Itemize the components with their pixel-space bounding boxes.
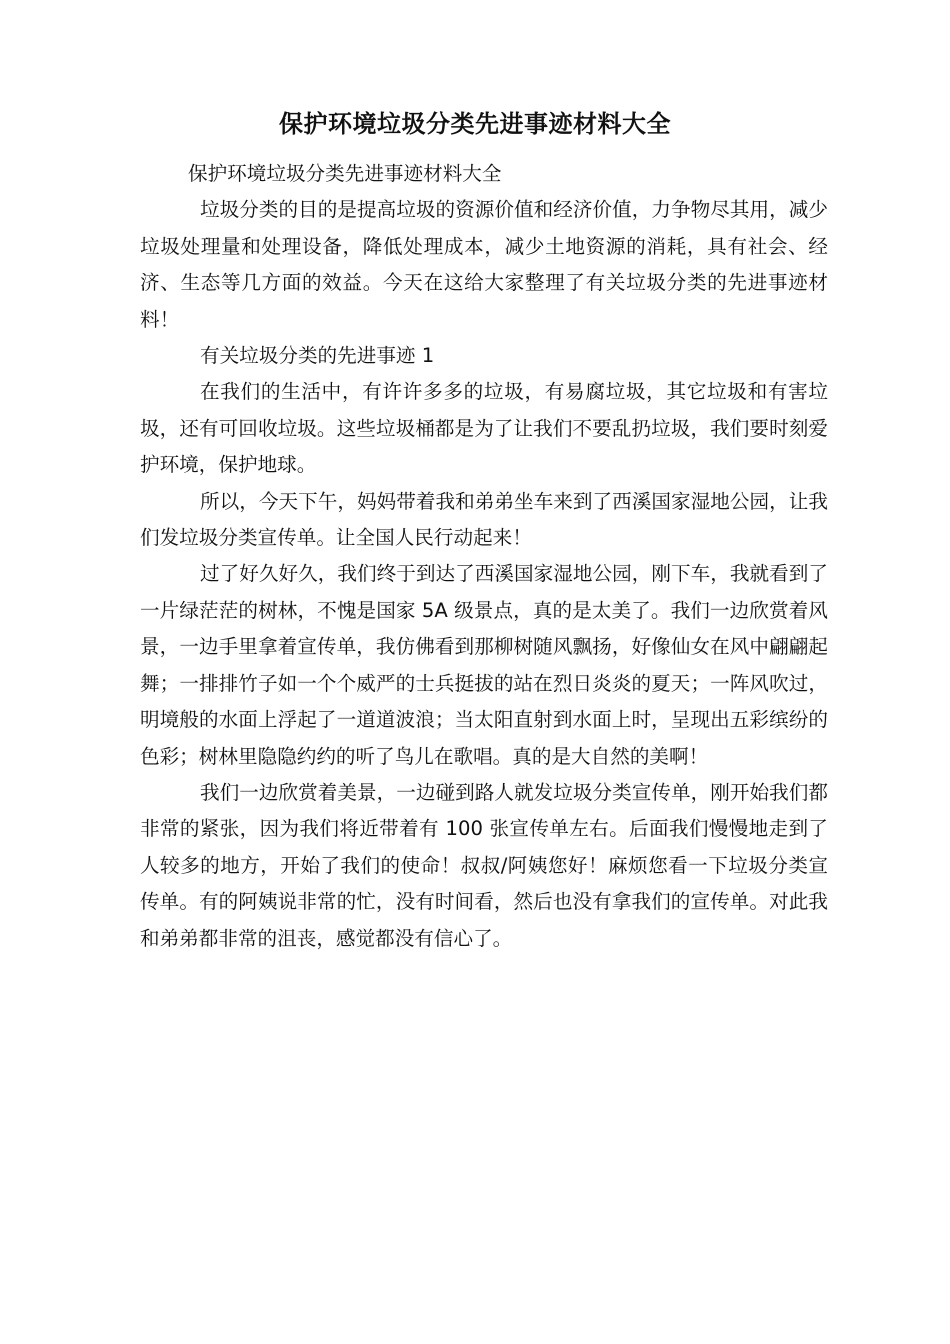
paragraph-intro: 垃圾分类的目的是提高垃圾的资源价值和经济价值，力争物尽其用，减少垃圾处理量和处理设备，降低处理成本，减少土地资源的消耗，具有社会、经济、生态等几方面的效益。今天在这给大家整理了有关垃圾分类的先进事迹材料！: [140, 198, 828, 331]
paragraph-body: 我们一边欣赏着美景，一边碰到路人就发垃圾分类宣传单，刚开始我们都非常的紧张，因为我们将近带着有 100 张宣传单左右。后面我们慢慢地走到了人较多的地方，开始了我们的使命！叔叔/阿姨您好！麻烦您看一下垃圾分类宣传单。有的阿姨说非常的忙，没有时间看，然后也没有拿我们的宣传单。对此我和弟弟都非常的沮丧，感觉都没有信心了。: [140, 780, 828, 950]
paragraph-section-heading: 有关垃圾分类的先进事迹 1: [200, 344, 435, 368]
paragraph-body: 过了好久好久，我们终于到达了西溪国家湿地公园，刚下车，我就看到了一片绿茫茫的树林，不愧是国家 5A 级景点，真的是太美了。我们一边欣赏着风景，一边手里拿着宣传单，我仿佛看到那柳树随风飘扬，好像仙女在风中翩翩起舞；一排排竹子如一个个威严的士兵挺拔的站在烈日炎炎的夏天；一阵风吹过，明境般的水面上浮起了一道道波浪；当太阳直射到水面上时，呈现出五彩缤纷的色彩；树林里隐隐约约的听了鸟儿在歌唱。真的是大自然的美啊！: [140, 562, 828, 768]
document-title: 保护环境垃圾分类先进事迹材料大全: [279, 110, 671, 138]
paragraph-body: 所以，今天下午，妈妈带着我和弟弟坐车来到了西溪国家湿地公园，让我们发垃圾分类宣传单。让全国人民行动起来！: [140, 489, 828, 550]
paragraph-body: 在我们的生活中，有许许多多的垃圾，有易腐垃圾，其它垃圾和有害垃圾，还有可回收垃圾。这些垃圾桶都是为了让我们不要乱扔垃圾，我们要时刻爱护环境，保护地球。: [140, 380, 828, 477]
paragraph-subtitle: 保护环境垃圾分类先进事迹材料大全: [188, 162, 502, 185]
document-body: [140, 156, 828, 957]
